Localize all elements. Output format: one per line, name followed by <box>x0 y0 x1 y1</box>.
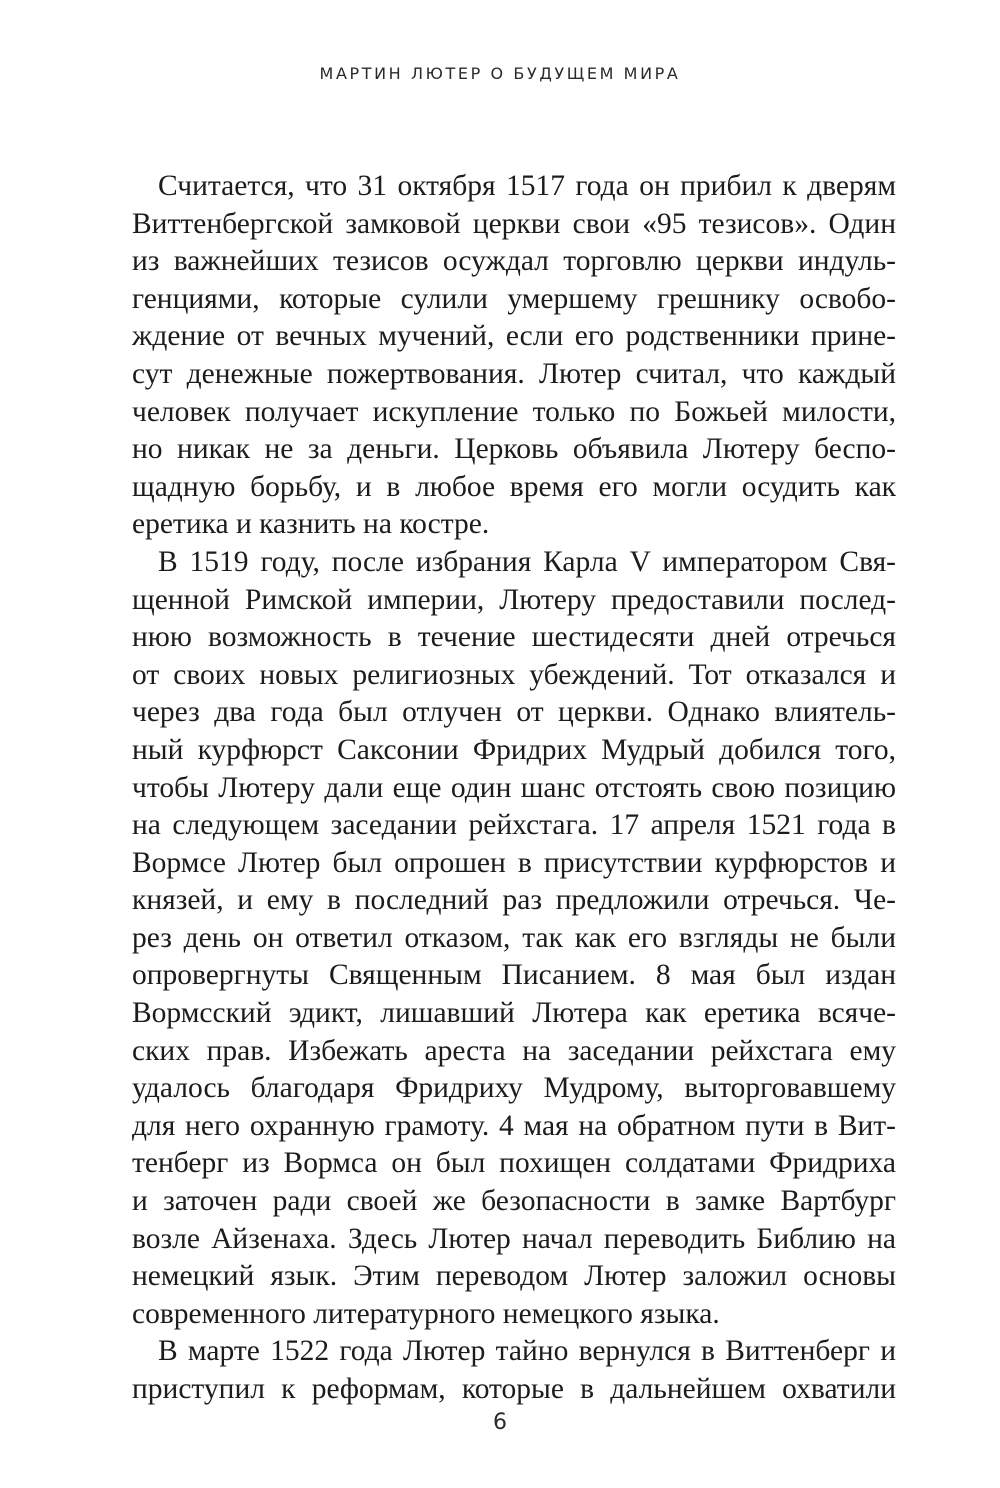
text-line: сут денежные пожертвования. Лютер считал, что каждый <box>132 357 896 390</box>
text-line: генциями, которые сулили умершему грешнику освобо- <box>132 282 896 315</box>
text-line: еретика и казнить на костре. <box>132 508 490 541</box>
text-line: ждение от вечных мучений, если его родственники прине- <box>132 320 896 353</box>
text-line: чтобы Лютеру дали еще один шанс отстоять свою позицию <box>132 771 896 804</box>
text-line: нюю возможность в течение шестидесяти дней отречься <box>132 621 896 654</box>
text-line: тенберг из Вормса он был похищен солдатами Фридриха <box>132 1147 896 1180</box>
text-line: человек получает искупление только по Божьей милости, <box>132 395 896 428</box>
text-line: Вормсский эдикт, лишавший Лютера как еретика всяче- <box>132 997 896 1030</box>
body-text <box>132 168 896 1409</box>
text-line: через два года был отлучен от церкви. Однако влиятель- <box>132 696 896 729</box>
text-line: князей, и ему в последний раз предложили отречься. Че- <box>132 884 896 917</box>
text-line: опровергнуты Священным Писанием. 8 мая был издан <box>132 959 896 992</box>
text-line: удалось благодаря Фридриху Мудрому, выторговавшему <box>132 1072 896 1105</box>
text-line: В марте 1522 года Лютер тайно вернулся в Виттенберг и <box>158 1335 896 1368</box>
text-line: и заточен ради своей же безопасности в замке Вартбург <box>132 1185 896 1218</box>
text-line: Считается, что 31 октября 1517 года он прибил к дверям <box>158 170 896 202</box>
text-line: ских прав. Избежать ареста на заседании рейхстага ему <box>132 1034 896 1067</box>
text-line: современного литературного немецкого языка. <box>132 1297 720 1330</box>
page-number: 6 <box>493 1410 507 1435</box>
text-line: от своих новых религиозных убеждений. Тот отказался и <box>132 658 896 691</box>
text-line: Вормсе Лютер был опрошен в присутствии курфюрстов и <box>132 846 896 879</box>
text-line: Виттенбергской замковой церкви свои «95 тезисов». Один <box>132 207 896 240</box>
text-line: щенной Римской империи, Лютеру предоставили послед- <box>132 583 896 616</box>
text-line: из важнейших тезисов осуждал торговлю церкви индуль- <box>132 245 896 278</box>
text-line: на следующем заседании рейхстага. 17 апреля 1521 года в <box>132 809 896 842</box>
text-line: для него охранную грамоту. 4 мая на обратном пути в Вит- <box>132 1109 896 1142</box>
text-line: В 1519 году, после избрания Карла V императором Свя- <box>158 545 896 578</box>
text-line: но никак не за деньги. Церковь объявила Лютеру беспо- <box>132 433 896 466</box>
text-line: немецкий язык. Этим переводом Лютер заложил основы <box>132 1260 896 1293</box>
text-line: рез день он ответил отказом, так как его взгляды не были <box>132 921 896 954</box>
running-head: МАРТИН ЛЮТЕР О БУДУЩЕМ МИРА <box>319 64 681 83</box>
text-line: приступил к реформам, которые в дальнейшем охватили <box>132 1373 896 1405</box>
text-line: возле Айзенаха. Здесь Лютер начал переводить Библию на <box>132 1222 896 1255</box>
text-line: ный курфюрст Саксонии Фридрих Мудрый добился того, <box>132 733 896 766</box>
text-line: щадную борьбу, и в любое время его могли осудить как <box>132 470 896 503</box>
